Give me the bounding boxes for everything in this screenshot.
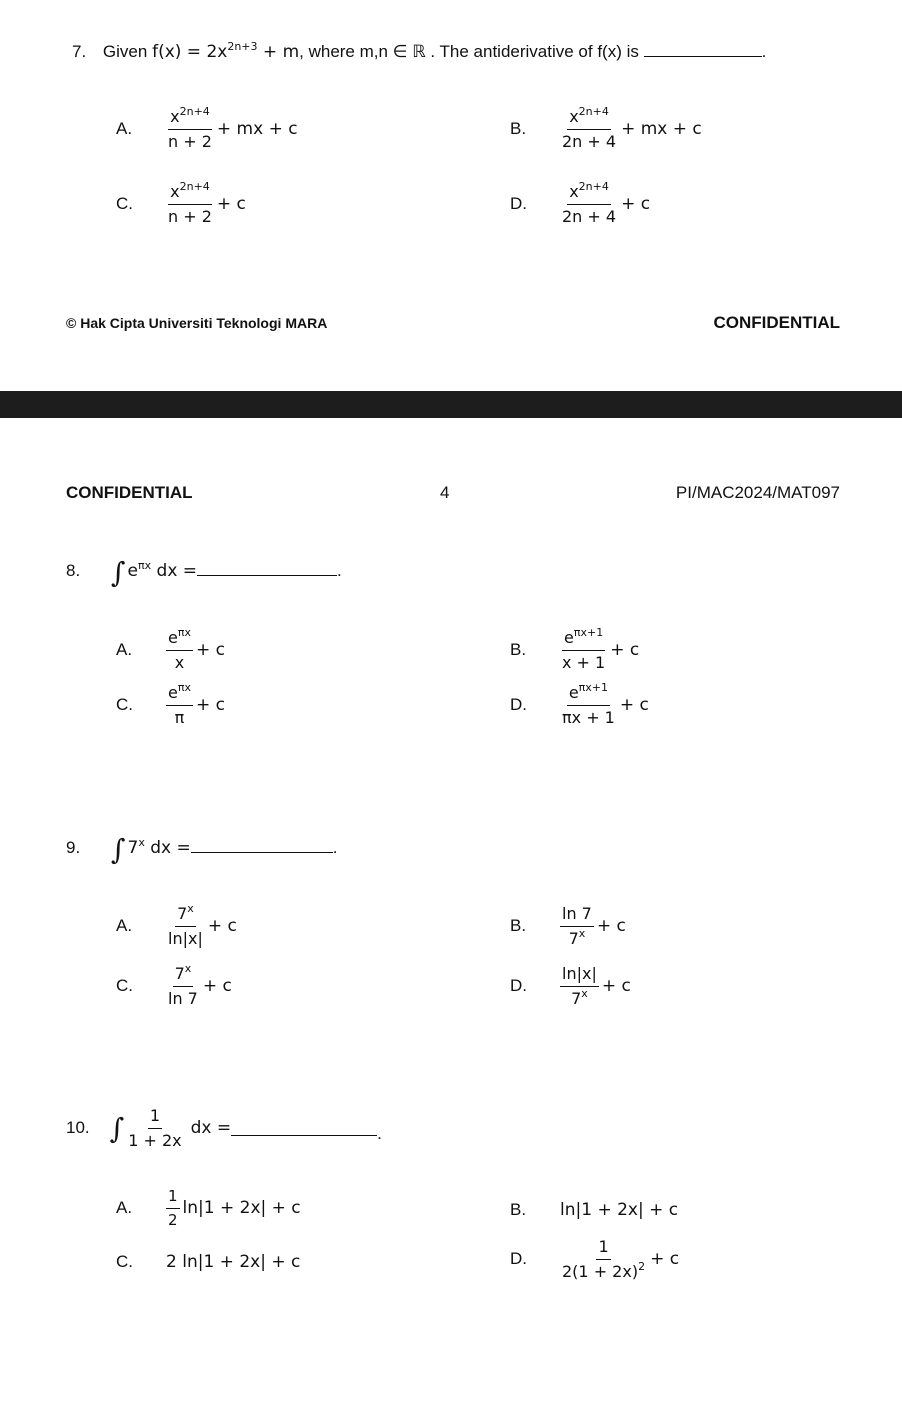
- q10-option-a[interactable]: A. $\frac{1}{2}$ ln|1 + 2x| + c: [116, 1187, 301, 1229]
- option-fraction: $\frac{\ln 7}{7^x}$: [562, 904, 592, 948]
- course-code: PI/MAC2024/MAT097: [675, 483, 840, 502]
- question-8-stem: 8. ∫ $e^{\pi x}$ dx = .: [66, 556, 342, 589]
- q8-option-b[interactable]: B. $\frac{e^{\pi x+1}}{x + 1}$ + c: [510, 626, 640, 672]
- option-fraction: $\frac{e^{\pi x}}{x}$: [168, 626, 191, 672]
- integral-expression: ∫ $e^{\pi x}$ dx =: [110, 556, 198, 589]
- q9-option-a[interactable]: A. $\frac{7^x}{\ln|x|}$ + c: [116, 902, 237, 948]
- option-fraction: $\frac{7^x}{\ln|x|}$: [168, 902, 203, 948]
- question-10-stem: 10. ∫ $\frac{1}{1 + 2x}$ dx = .: [66, 1106, 382, 1150]
- q8-option-d[interactable]: D. $\frac{e^{\pi x+1}}{\pi x + 1}$ + c: [510, 681, 649, 727]
- option-fraction: $\frac{\ln|x|}{7^x}$: [562, 964, 597, 1008]
- question-number: 10.: [66, 1118, 90, 1138]
- integral-icon: ∫: [109, 1111, 125, 1145]
- q7-option-b[interactable]: B. $\frac{x^{2n+4}}{2n + 4}$ + mx + c: [510, 105, 702, 151]
- q7-option-a[interactable]: A. $\frac{x^{2n+4}}{n + 2}$ + mx + c: [116, 105, 298, 151]
- header-confidential: CONFIDENTIAL: [66, 483, 193, 502]
- option-fraction: $\frac{e^{\pi x+1}}{x + 1}$: [562, 626, 606, 672]
- option-fraction: $\frac{1}{2}$: [168, 1187, 178, 1229]
- q10-option-c[interactable]: C. 2 ln|1 + 2x| + c: [116, 1252, 301, 1272]
- question-9-stem: 9. ∫ 7$^x$ dx = .: [66, 833, 338, 866]
- question-number: 9.: [66, 838, 81, 857]
- copyright-footer: © Hak Cipta Universiti Teknologi MARA: [66, 315, 328, 331]
- footer-confidential: CONFIDENTIAL: [713, 313, 840, 332]
- question-number: 8.: [66, 561, 81, 580]
- integral-expression: ∫ 7$^x$ dx =: [110, 833, 191, 866]
- q10-option-d[interactable]: D. $\frac{1}{2(1 + 2x)^2}$ + c: [510, 1237, 680, 1281]
- q9-option-b[interactable]: B. $\frac{\ln 7}{7^x}$ + c: [510, 904, 626, 948]
- integral-icon: ∫: [110, 833, 126, 866]
- q7-option-c[interactable]: C. $\frac{x^{2n+4}}{n + 2}$ + c: [116, 180, 246, 226]
- option-fraction: $\frac{7^x}{\ln 7}$: [168, 962, 198, 1008]
- answer-blank: [191, 852, 333, 853]
- page-number: 4: [440, 483, 450, 502]
- answer-blank: [231, 1135, 377, 1136]
- question-number: 7.: [72, 42, 87, 61]
- option-fraction: $\frac{x^{2n+4}}{n + 2}$: [168, 180, 212, 226]
- option-fraction: $\frac{e^{\pi x}}{\pi}$: [168, 681, 191, 727]
- q9-option-d[interactable]: D. $\frac{\ln|x|}{7^x}$ + c: [510, 964, 631, 1008]
- q8-option-c[interactable]: C. $\frac{e^{\pi x}}{\pi}$ + c: [116, 681, 225, 727]
- option-fraction: $\frac{x^{2n+4}}{n + 2}$: [168, 105, 212, 151]
- q10-option-b[interactable]: B. ln|1 + 2x| + c: [510, 1200, 679, 1220]
- integral-icon: ∫: [110, 556, 126, 589]
- option-fraction: $\frac{e^{\pi x+1}}{\pi x + 1}$: [562, 681, 615, 727]
- q8-option-a[interactable]: A. $\frac{e^{\pi x}}{x}$ + c: [116, 626, 225, 672]
- function-expression: $f(x) = 2x^{2n+3} + m$: [152, 40, 300, 62]
- question-7-stem: 7. Given $f(x) = 2x^{2n+3} + m$, where m,n ∈ ℝ . The antiderivative of f(x) is .: [72, 40, 767, 62]
- option-fraction: $\frac{x^{2n+4}}{2n + 4}$: [562, 180, 617, 226]
- q7-option-d[interactable]: D. $\frac{x^{2n+4}}{2n + 4}$ + c: [510, 180, 651, 226]
- answer-blank: [644, 56, 762, 57]
- q9-option-c[interactable]: C. $\frac{7^x}{\ln 7}$ + c: [116, 962, 232, 1008]
- option-fraction: $\frac{1}{2(1 + 2x)^2}$: [562, 1237, 646, 1281]
- option-fraction: $\frac{x^{2n+4}}{2n + 4}$: [562, 105, 617, 151]
- answer-blank: [197, 575, 337, 576]
- page-separator: [0, 391, 902, 418]
- integral-expression: ∫ $\frac{1}{1 + 2x}$ dx =: [109, 1106, 232, 1150]
